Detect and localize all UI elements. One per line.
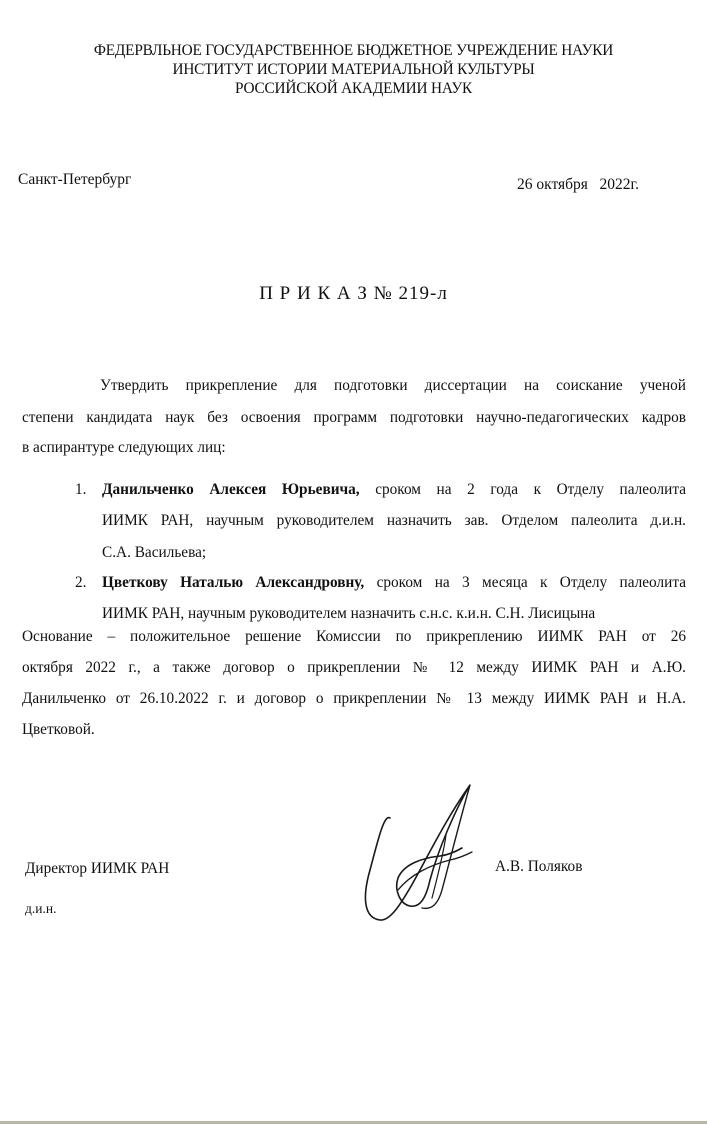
header-line-1: ФЕДЕРВЛЬНОЕ ГОСУДАРСТВЕННОЕ БЮДЖЕТНОЕ УЧРЕЖДЕНИЕ НАУКИ: [93, 42, 614, 59]
header-line-3: РОССИЙСКОЙ АКАДЕМИИ НАУК: [235, 80, 472, 97]
item-text: сроком на 3 месяца к Отделу палеолита: [364, 574, 686, 591]
basis-line-3: Данильченко от 26.10.2022 г. и договор о прикреплении № 13 между ИИМК РАН и Н.А.: [22, 690, 686, 707]
person-name: Данильченко Алексея Юрьевича,: [102, 481, 360, 498]
person-name: Цветкову Наталью Александровну,: [102, 574, 365, 591]
item-line-3: С.А. Васильева;: [102, 544, 207, 561]
intro-line-3: в аспирантуре следующих лиц:: [22, 439, 226, 456]
signature-image: [350, 780, 490, 930]
item-line-1: [102, 481, 686, 499]
document-date: 26 октября 2022г.: [517, 176, 640, 193]
signatory-position: Директор ИИМК РАН: [25, 860, 170, 877]
signatory-degree: д.и.н.: [25, 901, 57, 916]
document-header: [0, 41, 707, 98]
item-line-2: ИИМК РАН, научным руководителем назначить с.н.с. к.и.н. С.Н. Лисицына: [102, 605, 596, 622]
item-line-2: ИИМК РАН, научным руководителем назначить зав. Отделом палеолита д.и.н.: [102, 512, 686, 529]
intro-line-1: Утвердить прикрепление для подготовки диссертации на соискание ученой: [100, 377, 686, 394]
intro-line-2: степени кандидата наук без освоения программ подготовки научно-педагогических кадров: [22, 409, 686, 426]
header-line-2: ИНСТИТУТ ИСТОРИИ МАТЕРИАЛЬНОЙ КУЛЬТУРЫ: [172, 61, 535, 78]
basis-line-1: Основание – положительное решение Комиссии по прикреплению ИИМК РАН от 26: [22, 628, 686, 645]
item-number: 1.: [75, 481, 87, 498]
item-line-1: [102, 574, 686, 592]
order-title: П Р И К А З № 219-л: [259, 283, 448, 304]
basis-line-2: октября 2022 г., а также договор о прикреплении № 12 между ИИМК РАН и А.Ю.: [22, 659, 686, 676]
basis-line-4: Цветковой.: [22, 721, 95, 738]
city: Санкт-Петербург: [18, 171, 132, 188]
item-number: 2.: [75, 574, 87, 591]
item-text: сроком на 2 года к Отделу палеолита: [359, 481, 686, 498]
signatory-name: А.В. Поляков: [495, 858, 583, 875]
